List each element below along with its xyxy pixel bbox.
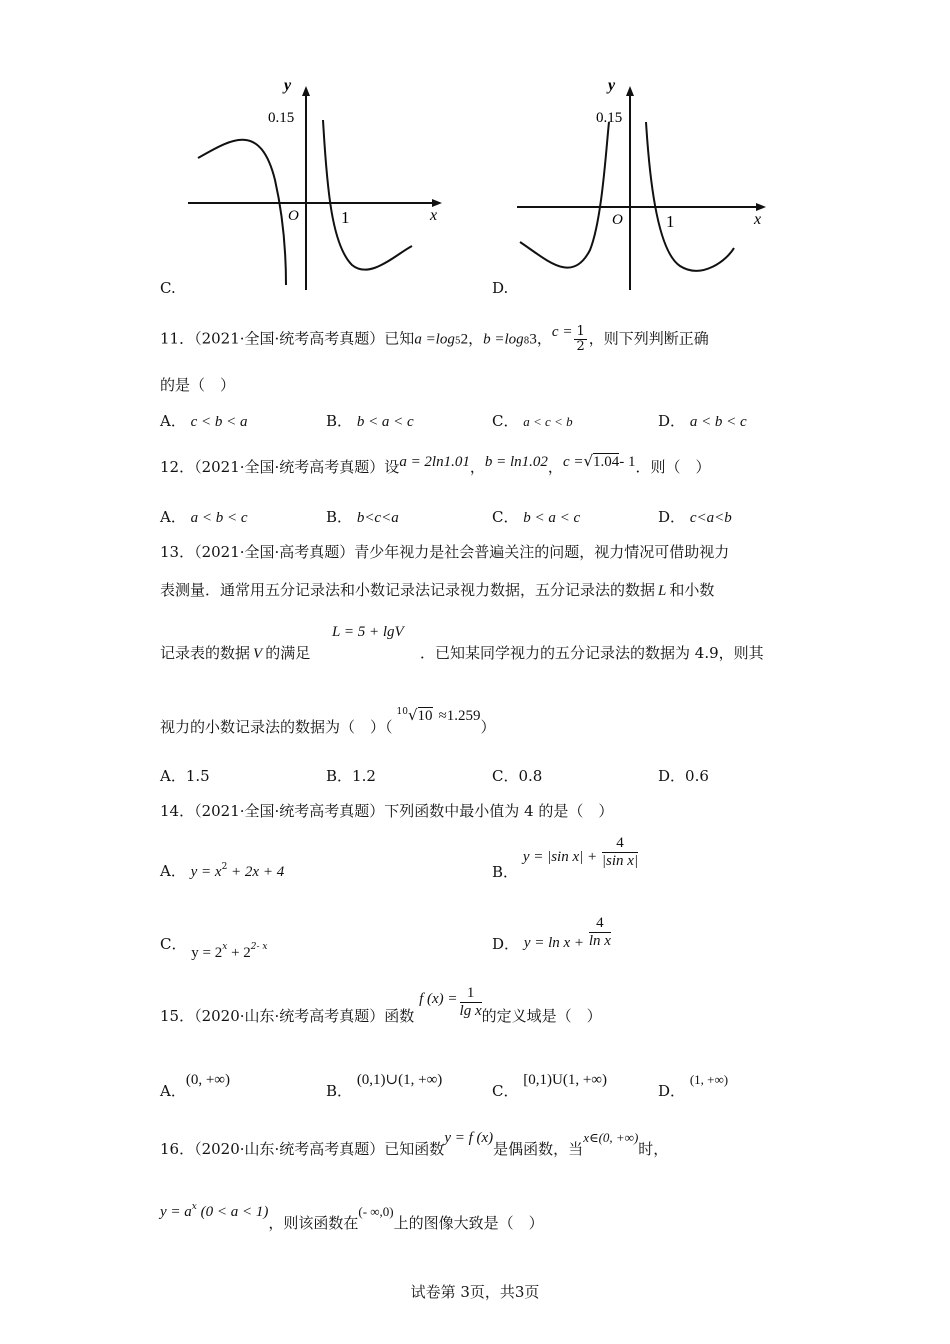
q16-stem-tail: 时， xyxy=(638,1140,669,1158)
q11-a-arg: 2 xyxy=(460,331,469,348)
option-letter: B． xyxy=(326,412,353,430)
curve-right-branch xyxy=(323,120,412,270)
option-text: a < b < c xyxy=(190,510,248,526)
sqrt-symbol: √ xyxy=(583,452,594,470)
q13-var-V: V xyxy=(253,646,263,662)
q11-stem: 11．（2021·全国·统考高考真题）已知 xyxy=(160,329,415,348)
q13-line3-tail: ．已知某同学视力的五分记录法的数据为 4.9，则其 xyxy=(420,644,764,662)
q12-c-tail: - 1 xyxy=(619,454,636,470)
q11-c-expr: c = xyxy=(551,323,573,340)
q15-option-d[interactable] xyxy=(658,1068,729,1100)
q11-option-a[interactable] xyxy=(160,410,248,431)
q15-option-c[interactable] xyxy=(492,1068,607,1100)
q12-c-root: 1.04 xyxy=(593,454,620,470)
denominator: ln x xyxy=(588,933,611,949)
option-text-rest: + 2x + 4 xyxy=(227,864,285,880)
option-letter: C． xyxy=(492,508,519,526)
exponent: x xyxy=(222,942,228,952)
option-letter: A． xyxy=(160,508,186,526)
q13-option-d[interactable] xyxy=(658,765,709,786)
q13-line4-text: 视力的小数记录法的数据为（ ）（ xyxy=(160,718,393,736)
q12-tail: ．则（ ） xyxy=(635,458,711,476)
option-text: a < b < c xyxy=(689,414,747,430)
q11-sep1: ， xyxy=(468,329,484,348)
option-text: y = 2 xyxy=(191,945,223,961)
option-letter: B． xyxy=(326,508,353,526)
q16-stem: 16．（2020·山东·统考高考真题）已知函数 xyxy=(160,1140,445,1158)
option-text: (0, +∞) xyxy=(185,1072,230,1088)
q12-b-expr: b = ln1.02 xyxy=(484,454,548,470)
q11-tail: ，则下列判断正确 xyxy=(588,329,709,348)
q11-b-arg: 3 xyxy=(529,331,537,348)
y-axis-label: y xyxy=(284,77,292,94)
q11-sep2: ， xyxy=(536,329,552,348)
q12-sep1: ， xyxy=(469,458,485,476)
option-text: c<a<b xyxy=(689,510,732,526)
sqrt-symbol: √ xyxy=(407,706,418,724)
option-letter: A． xyxy=(160,862,186,880)
tick-y-label: 0.15 xyxy=(596,110,623,126)
denominator: lg x xyxy=(459,1003,482,1019)
option-text: b < a < c xyxy=(523,510,581,526)
q15-stem: 15．（2020·山东·统考高考真题）函数 xyxy=(160,1007,415,1025)
graph-d xyxy=(512,70,782,300)
option-letter: C． xyxy=(492,767,519,785)
option-letter: D． xyxy=(658,767,686,785)
q11-c-den: 2 xyxy=(576,339,585,354)
q16-expr: y = a xyxy=(160,1204,192,1220)
q11-b-expr: b =log xyxy=(483,331,524,348)
q14-option-d[interactable] xyxy=(492,915,611,953)
q13-line1: 13．（2021·全国·高考真题）青少年视力是社会普遍关注的问题，视力情况可借助视力 xyxy=(160,543,730,561)
q11-option-d[interactable] xyxy=(658,410,747,431)
q15-option-b[interactable] xyxy=(326,1068,443,1100)
q12-line1 xyxy=(160,452,711,477)
q13-option-c[interactable] xyxy=(492,765,542,786)
x-axis-label: x xyxy=(754,211,762,228)
q12-option-b[interactable] xyxy=(326,506,399,527)
q11-line1 xyxy=(160,325,709,354)
option-text: 1.5 xyxy=(185,767,210,785)
option-letter: D． xyxy=(658,1082,686,1100)
denominator: |sin x| xyxy=(601,853,639,869)
q16-line2-text: ，则该函数在 xyxy=(268,1214,359,1232)
q11-b-base: 8 xyxy=(523,336,530,347)
option-text: (0,1)∪(1, +∞) xyxy=(356,1072,443,1088)
q15-tail: 的定义域是（ ） xyxy=(481,1007,602,1025)
q12-a-expr: a = 2ln1.01 xyxy=(399,454,470,470)
fraction xyxy=(460,985,482,1020)
y-axis-arrow xyxy=(626,86,634,96)
option-letter: C． xyxy=(492,1082,519,1100)
tick-x-label: 1 xyxy=(341,208,350,227)
option-text: y = |sin x| + xyxy=(522,849,598,865)
q16-condition: (0 < a < 1) xyxy=(196,1204,269,1220)
option-text: y = ln x + xyxy=(523,935,585,951)
q13-line2-tail: 和小数 xyxy=(669,581,715,599)
tick-y-label: 0.15 xyxy=(268,110,295,126)
option-letter: B． xyxy=(492,863,519,881)
tick-x-label: 1 xyxy=(666,212,675,231)
q13-formula: L = 5 + lgV xyxy=(332,624,404,640)
fraction xyxy=(589,915,611,950)
option-text: a < c < b xyxy=(523,414,573,429)
q12-option-a[interactable] xyxy=(160,506,248,527)
option-letter: D． xyxy=(658,508,686,526)
origin-label: O xyxy=(612,212,623,228)
x-axis-arrow xyxy=(432,199,442,207)
q11-option-b[interactable] xyxy=(326,410,414,431)
q14-option-b[interactable] xyxy=(492,835,639,881)
option-letter: A． xyxy=(160,412,186,430)
option-letter: C． xyxy=(492,412,519,430)
fraction xyxy=(602,835,638,870)
option-letter: B． xyxy=(326,1082,353,1100)
q14-option-c[interactable] xyxy=(160,933,268,961)
option-letter: D． xyxy=(658,412,686,430)
page-footer: 试卷第 3页，共3页 xyxy=(410,1283,540,1301)
q13-option-b[interactable] xyxy=(326,765,376,786)
q15-option-a[interactable] xyxy=(160,1068,230,1100)
q16-stem-mid: 是偶函数，当 xyxy=(493,1140,584,1158)
q16-line2-tail: 上的图像大致是（ ） xyxy=(393,1214,544,1232)
option-c-label: C. xyxy=(160,279,176,297)
graph-c xyxy=(180,70,450,300)
q12-c-expr: c = xyxy=(562,454,584,470)
q11-option-c[interactable] xyxy=(492,410,573,431)
y-axis-label: y xyxy=(608,77,616,94)
exponent: 2 xyxy=(221,862,228,872)
option-letter: A． xyxy=(160,767,186,785)
q13-line2-text: 表测量．通常用五分记录法和小数记录法记录视力数据，五分记录法的数据 xyxy=(160,581,656,599)
option-letter: A． xyxy=(160,1082,186,1100)
q13-option-a[interactable] xyxy=(160,765,210,786)
q13-line4 xyxy=(160,706,496,737)
q11-a-base: 5 xyxy=(454,336,461,347)
q11-c-frac xyxy=(574,325,586,354)
option-text: 0.6 xyxy=(685,767,709,785)
option-text: 0.8 xyxy=(518,767,543,785)
q11-c-num: 1 xyxy=(576,324,585,339)
option-letter: C． xyxy=(160,935,187,953)
approx-value: ≈1.259 xyxy=(438,708,481,724)
q11-line2: 的是（ ） xyxy=(160,376,236,394)
option-text: b < a < c xyxy=(356,414,414,430)
x-axis-label: x xyxy=(430,207,438,224)
option-text: c < b < a xyxy=(190,414,248,430)
numerator: 4 xyxy=(589,915,611,933)
option-text: 1.2 xyxy=(352,767,376,785)
q13-line3-mid: 的满足 xyxy=(265,644,311,662)
numerator: 1 xyxy=(460,985,482,1003)
q13-var-L: L xyxy=(658,583,667,599)
q14-option-a[interactable] xyxy=(160,860,284,881)
option-d-label: D. xyxy=(492,279,509,297)
option-text: y = x xyxy=(190,864,222,880)
q15-function: f (x) = xyxy=(419,991,458,1007)
option-text: [0,1)U(1, +∞) xyxy=(523,1072,607,1088)
q13-root xyxy=(397,706,481,724)
curve-right-branch xyxy=(646,122,734,271)
root-arg: 10 xyxy=(417,708,433,724)
option-text: (1, +∞) xyxy=(689,1072,729,1087)
q12-stem: 12．（2021·全国·统考高考真题）设 xyxy=(160,458,400,476)
q15-line xyxy=(160,985,602,1025)
y-axis-arrow xyxy=(302,86,310,96)
q13-line4-tail: ） xyxy=(480,718,496,736)
curve-left-branch xyxy=(198,140,286,285)
option-text-rest: + 2 xyxy=(227,945,251,961)
q13-line2 xyxy=(160,579,714,600)
option-text: b<c<a xyxy=(356,510,399,526)
q14-stem: 14．（2021·全国·统考高考真题）下列函数中最小值为 4 的是（ ） xyxy=(160,802,614,820)
q16-line2 xyxy=(160,1200,544,1232)
numerator: 4 xyxy=(602,835,638,853)
q16-line1 xyxy=(160,1126,669,1158)
q11-a-expr: a =log xyxy=(414,331,455,348)
exponent: 2- x xyxy=(250,942,268,952)
root-index: 10 xyxy=(396,707,408,717)
q16-interval: (- ∞,0) xyxy=(358,1204,394,1219)
q12-option-d[interactable] xyxy=(658,506,732,527)
q16-domain: x∈(0, +∞) xyxy=(583,1130,639,1145)
exponent: x xyxy=(191,1202,197,1212)
q13-line3 xyxy=(160,642,310,663)
q12-sep2: ， xyxy=(547,458,563,476)
option-letter: D． xyxy=(492,935,520,953)
x-axis-arrow xyxy=(756,203,766,211)
curve-left-branch xyxy=(520,122,609,268)
q13-line3-text: 记录表的数据 xyxy=(160,644,251,662)
origin-label: O xyxy=(288,208,299,224)
q16-function: y = f (x) xyxy=(444,1130,494,1146)
q12-option-c[interactable] xyxy=(492,506,580,527)
option-letter: B． xyxy=(326,767,353,785)
